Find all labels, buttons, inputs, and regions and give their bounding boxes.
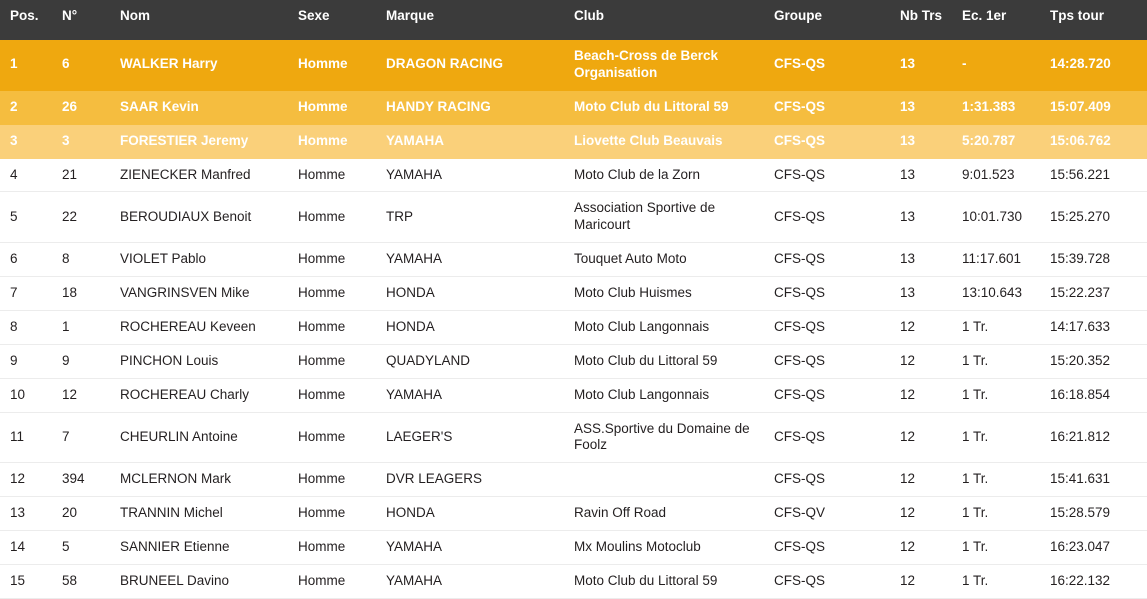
cell-pos: 5 bbox=[0, 192, 52, 243]
cell-tps: 15:22.237 bbox=[1040, 277, 1147, 311]
cell-ec: 1 Tr. bbox=[952, 378, 1040, 412]
cell-sexe: Homme bbox=[288, 310, 376, 344]
cell-ec: 1 Tr. bbox=[952, 412, 1040, 463]
cell-ec: 1 Tr. bbox=[952, 531, 1040, 565]
cell-num: 8 bbox=[52, 243, 110, 277]
cell-tps: 16:21.812 bbox=[1040, 412, 1147, 463]
cell-sexe: Homme bbox=[288, 378, 376, 412]
cell-pos: 8 bbox=[0, 310, 52, 344]
cell-sexe: Homme bbox=[288, 90, 376, 124]
cell-club: Moto Club du Littoral 59 bbox=[564, 344, 764, 378]
cell-club: Mx Moulins Motoclub bbox=[564, 531, 764, 565]
table-row[interactable] bbox=[0, 344, 1147, 378]
cell-club: Liovette Club Beauvais bbox=[564, 124, 764, 158]
cell-num: 26 bbox=[52, 90, 110, 124]
cell-club: ASS.Sportive du Domaine de Foolz bbox=[564, 412, 764, 463]
cell-ec: 1:31.383 bbox=[952, 90, 1040, 124]
cell-trs: 13 bbox=[890, 277, 952, 311]
table-row[interactable] bbox=[0, 310, 1147, 344]
cell-marque: YAMAHA bbox=[376, 564, 564, 598]
cell-ec: 1 Tr. bbox=[952, 497, 1040, 531]
cell-marque: HONDA bbox=[376, 277, 564, 311]
cell-tps: 15:06.762 bbox=[1040, 124, 1147, 158]
table-row[interactable] bbox=[0, 564, 1147, 598]
cell-num: 18 bbox=[52, 277, 110, 311]
cell-sexe: Homme bbox=[288, 243, 376, 277]
cell-sexe: Homme bbox=[288, 158, 376, 192]
table-row[interactable] bbox=[0, 158, 1147, 192]
column-header-tps-tour[interactable]: Tps tour bbox=[1040, 0, 1147, 40]
cell-trs: 13 bbox=[890, 124, 952, 158]
cell-groupe: CFS-QS bbox=[764, 344, 890, 378]
cell-groupe: CFS-QS bbox=[764, 90, 890, 124]
cell-club: Moto Club Langonnais bbox=[564, 310, 764, 344]
cell-sexe: Homme bbox=[288, 124, 376, 158]
cell-num: 9 bbox=[52, 344, 110, 378]
cell-ec: - bbox=[952, 40, 1040, 90]
table-row[interactable] bbox=[0, 378, 1147, 412]
cell-groupe: CFS-QS bbox=[764, 378, 890, 412]
cell-nom: MCLERNON Mark bbox=[110, 463, 288, 497]
cell-tps: 16:23.047 bbox=[1040, 531, 1147, 565]
cell-marque: QUADYLAND bbox=[376, 344, 564, 378]
cell-marque: YAMAHA bbox=[376, 531, 564, 565]
cell-nom: SAAR Kevin bbox=[110, 90, 288, 124]
cell-num: 21 bbox=[52, 158, 110, 192]
cell-pos: 11 bbox=[0, 412, 52, 463]
cell-pos: 7 bbox=[0, 277, 52, 311]
cell-ec: 1 Tr. bbox=[952, 344, 1040, 378]
cell-marque: YAMAHA bbox=[376, 124, 564, 158]
cell-groupe: CFS-QS bbox=[764, 531, 890, 565]
cell-marque: HANDY RACING bbox=[376, 90, 564, 124]
cell-trs: 12 bbox=[890, 310, 952, 344]
table-row[interactable] bbox=[0, 243, 1147, 277]
cell-nom: VANGRINSVEN Mike bbox=[110, 277, 288, 311]
cell-num: 3 bbox=[52, 124, 110, 158]
table-row[interactable] bbox=[0, 192, 1147, 243]
cell-pos: 2 bbox=[0, 90, 52, 124]
cell-groupe: CFS-QS bbox=[764, 158, 890, 192]
cell-nom: ROCHEREAU Charly bbox=[110, 378, 288, 412]
cell-tps: 15:56.221 bbox=[1040, 158, 1147, 192]
cell-club: Association Sportive de Maricourt bbox=[564, 192, 764, 243]
cell-sexe: Homme bbox=[288, 564, 376, 598]
table-row[interactable] bbox=[0, 277, 1147, 311]
cell-club: Touquet Auto Moto bbox=[564, 243, 764, 277]
cell-nom: BRUNEEL Davino bbox=[110, 564, 288, 598]
cell-trs: 13 bbox=[890, 243, 952, 277]
cell-groupe: CFS-QS bbox=[764, 40, 890, 90]
cell-trs: 12 bbox=[890, 412, 952, 463]
cell-club: Moto Club Langonnais bbox=[564, 378, 764, 412]
cell-sexe: Homme bbox=[288, 463, 376, 497]
cell-pos: 15 bbox=[0, 564, 52, 598]
cell-sexe: Homme bbox=[288, 344, 376, 378]
cell-nom: BEROUDIAUX Benoit bbox=[110, 192, 288, 243]
cell-ec: 1 Tr. bbox=[952, 463, 1040, 497]
cell-ec: 5:20.787 bbox=[952, 124, 1040, 158]
table-row[interactable] bbox=[0, 497, 1147, 531]
cell-nom: PINCHON Louis bbox=[110, 344, 288, 378]
cell-tps: 14:28.720 bbox=[1040, 40, 1147, 90]
column-header-nom[interactable]: Nom bbox=[110, 0, 288, 40]
cell-nom: ROCHEREAU Keveen bbox=[110, 310, 288, 344]
cell-sexe: Homme bbox=[288, 277, 376, 311]
cell-trs: 13 bbox=[890, 90, 952, 124]
cell-trs: 12 bbox=[890, 531, 952, 565]
table-header-row bbox=[0, 0, 1147, 40]
cell-num: 394 bbox=[52, 463, 110, 497]
cell-marque: TRP bbox=[376, 192, 564, 243]
cell-groupe: CFS-QS bbox=[764, 192, 890, 243]
cell-ec: 13:10.643 bbox=[952, 277, 1040, 311]
cell-trs: 13 bbox=[890, 40, 952, 90]
cell-club: Beach-Cross de Berck Organisation bbox=[564, 40, 764, 90]
cell-num: 7 bbox=[52, 412, 110, 463]
cell-club: Moto Club du Littoral 59 bbox=[564, 564, 764, 598]
cell-nom: ZIENECKER Manfred bbox=[110, 158, 288, 192]
cell-tps: 15:25.270 bbox=[1040, 192, 1147, 243]
table-header bbox=[0, 0, 1147, 40]
cell-num: 1 bbox=[52, 310, 110, 344]
cell-marque: YAMAHA bbox=[376, 243, 564, 277]
cell-groupe: CFS-QS bbox=[764, 277, 890, 311]
cell-ec: 10:01.730 bbox=[952, 192, 1040, 243]
cell-sexe: Homme bbox=[288, 531, 376, 565]
cell-trs: 12 bbox=[890, 564, 952, 598]
cell-num: 58 bbox=[52, 564, 110, 598]
cell-groupe: CFS-QS bbox=[764, 124, 890, 158]
cell-pos: 13 bbox=[0, 497, 52, 531]
cell-num: 22 bbox=[52, 192, 110, 243]
column-header-num[interactable]: N° bbox=[52, 0, 110, 40]
cell-groupe: CFS-QS bbox=[764, 463, 890, 497]
cell-tps: 15:39.728 bbox=[1040, 243, 1147, 277]
cell-tps: 16:22.132 bbox=[1040, 564, 1147, 598]
cell-tps: 15:20.352 bbox=[1040, 344, 1147, 378]
cell-trs: 12 bbox=[890, 378, 952, 412]
cell-marque: LAEGER'S bbox=[376, 412, 564, 463]
table-row[interactable] bbox=[0, 531, 1147, 565]
cell-pos: 1 bbox=[0, 40, 52, 90]
cell-tps: 15:07.409 bbox=[1040, 90, 1147, 124]
cell-groupe: CFS-QS bbox=[764, 243, 890, 277]
cell-tps: 14:17.633 bbox=[1040, 310, 1147, 344]
cell-trs: 12 bbox=[890, 497, 952, 531]
cell-nom: CHEURLIN Antoine bbox=[110, 412, 288, 463]
cell-trs: 12 bbox=[890, 463, 952, 497]
cell-ec: 1 Tr. bbox=[952, 564, 1040, 598]
table-row[interactable] bbox=[0, 124, 1147, 158]
cell-nom: VIOLET Pablo bbox=[110, 243, 288, 277]
column-header-groupe[interactable]: Groupe bbox=[764, 0, 890, 40]
cell-trs: 13 bbox=[890, 158, 952, 192]
table-row[interactable] bbox=[0, 463, 1147, 497]
column-header-pos[interactable]: Pos. bbox=[0, 0, 52, 40]
cell-ec: 1 Tr. bbox=[952, 310, 1040, 344]
cell-club: Moto Club de la Zorn bbox=[564, 158, 764, 192]
column-header-ec-1er[interactable]: Ec. 1er bbox=[952, 0, 1040, 40]
cell-sexe: Homme bbox=[288, 412, 376, 463]
cell-nom: FORESTIER Jeremy bbox=[110, 124, 288, 158]
cell-groupe: CFS-QS bbox=[764, 310, 890, 344]
cell-marque: HONDA bbox=[376, 497, 564, 531]
cell-pos: 12 bbox=[0, 463, 52, 497]
cell-marque: DRAGON RACING bbox=[376, 40, 564, 90]
cell-tps: 16:18.854 bbox=[1040, 378, 1147, 412]
cell-num: 6 bbox=[52, 40, 110, 90]
cell-groupe: CFS-QS bbox=[764, 412, 890, 463]
cell-nom: WALKER Harry bbox=[110, 40, 288, 90]
table-row[interactable] bbox=[0, 412, 1147, 463]
cell-num: 5 bbox=[52, 531, 110, 565]
cell-groupe: CFS-QS bbox=[764, 564, 890, 598]
cell-groupe: CFS-QV bbox=[764, 497, 890, 531]
cell-pos: 10 bbox=[0, 378, 52, 412]
table-row[interactable] bbox=[0, 90, 1147, 124]
cell-nom: SANNIER Etienne bbox=[110, 531, 288, 565]
cell-num: 20 bbox=[52, 497, 110, 531]
column-header-club[interactable]: Club bbox=[564, 0, 764, 40]
cell-sexe: Homme bbox=[288, 192, 376, 243]
cell-ec: 11:17.601 bbox=[952, 243, 1040, 277]
cell-tps: 15:28.579 bbox=[1040, 497, 1147, 531]
cell-marque: DVR LEAGERS bbox=[376, 463, 564, 497]
column-header-sexe[interactable]: Sexe bbox=[288, 0, 376, 40]
table-body bbox=[0, 40, 1147, 598]
cell-club: Moto Club du Littoral 59 bbox=[564, 90, 764, 124]
column-header-nb-trs[interactable]: Nb Trs bbox=[890, 0, 952, 40]
cell-pos: 6 bbox=[0, 243, 52, 277]
cell-tps: 15:41.631 bbox=[1040, 463, 1147, 497]
cell-sexe: Homme bbox=[288, 40, 376, 90]
cell-num: 12 bbox=[52, 378, 110, 412]
cell-trs: 12 bbox=[890, 344, 952, 378]
cell-pos: 3 bbox=[0, 124, 52, 158]
cell-marque: YAMAHA bbox=[376, 158, 564, 192]
cell-marque: HONDA bbox=[376, 310, 564, 344]
table-row[interactable] bbox=[0, 40, 1147, 90]
cell-club: Moto Club Huismes bbox=[564, 277, 764, 311]
cell-pos: 14 bbox=[0, 531, 52, 565]
cell-pos: 9 bbox=[0, 344, 52, 378]
column-header-marque[interactable]: Marque bbox=[376, 0, 564, 40]
cell-ec: 9:01.523 bbox=[952, 158, 1040, 192]
cell-club bbox=[564, 463, 764, 497]
cell-club: Ravin Off Road bbox=[564, 497, 764, 531]
cell-nom: TRANNIN Michel bbox=[110, 497, 288, 531]
cell-sexe: Homme bbox=[288, 497, 376, 531]
cell-marque: YAMAHA bbox=[376, 378, 564, 412]
cell-trs: 13 bbox=[890, 192, 952, 243]
cell-pos: 4 bbox=[0, 158, 52, 192]
